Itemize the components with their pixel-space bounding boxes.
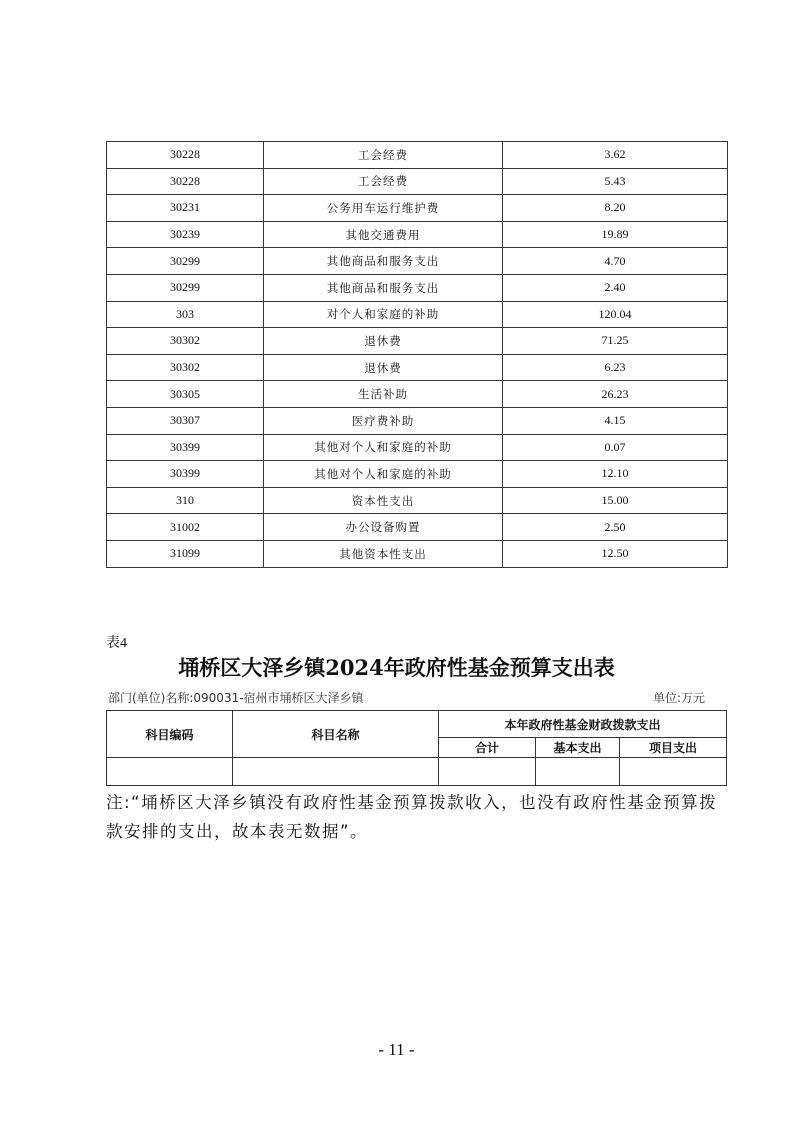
- row-amount: 15.00: [503, 487, 728, 514]
- header-group: 本年政府性基金财政拨款支出: [439, 711, 727, 738]
- table-number: 表4: [106, 636, 127, 651]
- row-code: 30299: [107, 274, 264, 301]
- header-basic: 基本支出: [536, 738, 620, 758]
- row-name: 其他对个人和家庭的补助: [264, 434, 503, 461]
- table-row: [107, 461, 728, 488]
- row-code: 30399: [107, 434, 264, 461]
- row-name: 其他对个人和家庭的补助: [264, 461, 503, 488]
- row-amount: 71.25: [503, 328, 728, 355]
- table-row: [107, 540, 728, 567]
- row-name: 工会经费: [264, 168, 503, 195]
- row-name: 退休费: [264, 354, 503, 381]
- row-amount: 19.89: [503, 221, 728, 248]
- row-code: 30302: [107, 354, 264, 381]
- row-code: 310: [107, 487, 264, 514]
- department-label: 部门(单位)名称:090031-宿州市埇桥区大泽乡镇: [108, 691, 364, 705]
- row-amount: 2.40: [503, 274, 728, 301]
- table-row: [107, 195, 728, 222]
- table-row: [107, 354, 728, 381]
- table-row: [107, 221, 728, 248]
- row-code: 30228: [107, 142, 264, 169]
- page-number: - 11 -: [378, 1040, 415, 1059]
- row-name: 生活补助: [264, 381, 503, 408]
- table-row: [107, 168, 728, 195]
- table-note: 注:“埇桥区大泽乡镇没有政府性基金预算拨款收入，也没有政府性基金预算拨款安排的支出，故本表无数据”。: [106, 793, 718, 841]
- row-name: 其他商品和服务支出: [264, 274, 503, 301]
- unit-label: 单位:万元: [652, 691, 705, 705]
- table-row: [107, 142, 728, 169]
- table-row: [107, 514, 728, 541]
- row-name: 公务用车运行维护费: [264, 195, 503, 222]
- row-code: 30228: [107, 168, 264, 195]
- row-name: 其他资本性支出: [264, 540, 503, 567]
- header-project: 项目支出: [620, 738, 727, 758]
- row-code: 31002: [107, 514, 264, 541]
- row-name: 工会经费: [264, 142, 503, 169]
- row-amount: 4.70: [503, 248, 728, 275]
- row-amount: 0.07: [503, 434, 728, 461]
- row-amount: 26.23: [503, 381, 728, 408]
- row-amount: 5.43: [503, 168, 728, 195]
- row-code: 31099: [107, 540, 264, 567]
- table-row: [107, 301, 728, 328]
- header-name: 科目名称: [233, 711, 439, 758]
- header-code: 科目编码: [107, 711, 233, 758]
- table-row: [107, 407, 728, 434]
- header-total: 合计: [439, 738, 536, 758]
- row-code: 30305: [107, 381, 264, 408]
- row-amount: 12.50: [503, 540, 728, 567]
- row-amount: 120.04: [503, 301, 728, 328]
- row-code: 30307: [107, 407, 264, 434]
- table-row: [107, 274, 728, 301]
- row-name: 退休费: [264, 328, 503, 355]
- row-amount: 12.10: [503, 461, 728, 488]
- row-code: 30231: [107, 195, 264, 222]
- row-code: 303: [107, 301, 264, 328]
- row-code: 30299: [107, 248, 264, 275]
- row-amount: 6.23: [503, 354, 728, 381]
- row-code: 30239: [107, 221, 264, 248]
- row-code: 30302: [107, 328, 264, 355]
- row-amount: 4.15: [503, 407, 728, 434]
- government-fund-table: [106, 710, 727, 786]
- row-name: 对个人和家庭的补助: [264, 301, 503, 328]
- table-row: [107, 248, 728, 275]
- expenditure-table-continued: [106, 141, 728, 568]
- empty-row: [107, 758, 727, 786]
- table-row: [107, 328, 728, 355]
- row-name: 其他交通费用: [264, 221, 503, 248]
- row-amount: 3.62: [503, 142, 728, 169]
- row-name: 资本性支出: [264, 487, 503, 514]
- table-row: [107, 381, 728, 408]
- table-row: [107, 434, 728, 461]
- row-name: 医疗费补助: [264, 407, 503, 434]
- row-amount: 8.20: [503, 195, 728, 222]
- row-code: 30399: [107, 461, 264, 488]
- row-name: 其他商品和服务支出: [264, 248, 503, 275]
- table-title: 埇桥区大泽乡镇2024年政府性基金预算支出表: [178, 655, 615, 680]
- row-name: 办公设备购置: [264, 514, 503, 541]
- row-amount: 2.50: [503, 514, 728, 541]
- table-row: [107, 487, 728, 514]
